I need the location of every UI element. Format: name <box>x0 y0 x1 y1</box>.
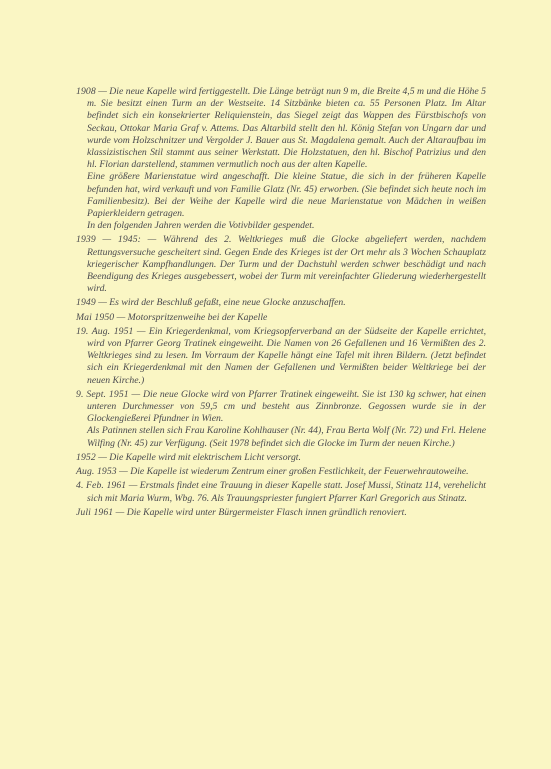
entry-date: 1949 <box>76 297 96 309</box>
entry-paragraph: Mai 1950 — Motorspritzenweihe bei der Kapelle <box>76 311 268 323</box>
chronicle-entry <box>76 312 486 324</box>
entry-text: Erstmals findet eine Trauung in dieser Kapelle statt. Josef Mussi, Stinatz 114, verehelicht sich mit Maria Wurm, Wbg. 76. Als Trauungspriester fungiert Pfarrer Karl Gregorich aus Stinatz. <box>87 480 486 504</box>
entry-date: 4. Feb. 1961 <box>76 480 127 492</box>
entry-paragraph <box>76 171 486 220</box>
chronicle-entry <box>76 466 486 478</box>
entry-text: Die Kapelle wird unter Bürgermeister Flasch innen gründlich renoviert. <box>126 506 407 518</box>
entry-text: Die Kapelle ist wiederum Zentrum einer großen Festlichkeit, der Feuerwehrautoweihe. <box>130 466 469 478</box>
chronicle-entry <box>76 507 486 519</box>
entry-paragraph: 9. Sept. 1951 — Die neue Glocke wird von Pfarrer Tratinek eingeweiht. Sie ist 130 kg schwer, hat einen unteren Durchmesser von 59,5 cm und besteht aus Zinnbronze. Gegossen wurde sie in der Glockengießerei Pfundner in Wien. <box>76 388 487 425</box>
chronicle-entry <box>76 452 486 464</box>
entry-text: Motorspritzenweihe bei der Kapelle <box>127 311 268 323</box>
entry-text: Es wird der Beschluß gefaßt, eine neue Glocke anzuschaffen. <box>109 297 346 309</box>
chronicle-entry <box>76 389 486 450</box>
entry-date: Juli 1961 <box>76 506 114 518</box>
entry-date: 9. Sept. 1951 <box>76 388 129 400</box>
entry-text: Als Patinnen stellen sich Frau Karoline Kohlhauser (Nr. 44), Frau Berta Wolf (Nr. 72) und Frl. Helene Wilfing (Nr. 45) zur Verfügung. (Seit 1978 befindet sich die Glocke im Turm der neuen Kirche.) <box>87 425 486 449</box>
entry-paragraph: 1908 — Die neue Kapelle wird fertiggestellt. Die Länge beträgt nun 9 m, die Breite 4,5 m und die Höhe 5 m. Sie besitzt einen Turm an der Westseite. 14 Sitzbänke bieten ca. 55 Personen Platz. Im Altar befindet sich ein konsekrierter Reliquienstein, das Siegel zeigt das Wappen des Fürstbischofs von Seckau, Ottokar Maria Graf v. Attems. Das Altarbild stellt den hl. König Stefan von Ungarn dar und wurde vom Holzschnitzer und Vergolder J. Bauer aus St. Magdalena gemalt. Auch der Altaraufbau im klassizistischen Stil stammt aus seiner Werkstatt. Die Holzstatuen, den hl. Bischof Patrizius und den hl. Florian darstellend, stammen vermutlich noch aus der alten Kapelle. <box>76 86 486 171</box>
entry-date: 1952 <box>76 451 96 463</box>
chronicle-entry <box>76 86 486 232</box>
chronicle-entry <box>76 480 486 504</box>
entry-date: Aug. 1953 <box>76 466 117 478</box>
entry-paragraph <box>76 425 486 449</box>
entry-paragraph: 4. Feb. 1961 — Erstmals findet eine Trauung in dieser Kapelle statt. Josef Mussi, Stinatz 114, verehelicht sich mit Maria Wurm, Wbg. 76. Als Trauungspriester fungiert Pfarrer Karl Gregorich aus Stinatz. <box>76 480 486 504</box>
entry-text: Während des 2. Weltkrieges muß die Glocke abgeliefert werden, nachdem Rettungsversuche gescheitert sind. Gegen Ende des Krieges ist der Ort mehr als 3 Wochen Schauplatz kriegerischer Kampfhandlungen. Der Turm und der Dachstuhl werden schwer beschädigt und nach Beendigung des Krieges ausgebessert, wobei der Turm mit vereinfachter Gliederung wiederhergestellt wird. <box>87 234 486 295</box>
entry-text: In den folgenden Jahren werden die Votivbilder gespendet. <box>87 220 315 232</box>
entry-text: Die neue Glocke wird von Pfarrer Tratinek eingeweiht. Sie ist 130 kg schwer, hat einen unteren Durchmesser von 59,5 cm und besteht aus Zinnbronze. Gegossen wurde sie in der Glockengießerei Pfundner in Wien. <box>87 388 487 425</box>
entry-text: Ein Kriegerdenkmal, vom Kriegsopferverband an der Südseite der Kapelle errichtet, wird von Pfarrer Georg Tratinek eingeweiht. Die Namen von 26 Gefallenen und 16 Vermißten des 2. Weltkrieges sind zu lesen. Im Vorraum der Kapelle hängt eine Tafel mit ihren Bildern. (Jetzt befindet sich ein Kriegerdenkmal mit den Namen der Gefallenen und Vermißten beider Weltkriege bei der neuen Kirche.) <box>87 325 486 386</box>
entry-paragraph: 1949 — Es wird der Beschluß gefaßt, eine neue Glocke anzuschaffen. <box>76 297 346 309</box>
chronicle-entry <box>76 234 486 295</box>
entry-date: Mai 1950 <box>76 311 115 323</box>
entry-text: Die Kapelle wird mit elektrischem Licht versorgt. <box>109 451 301 463</box>
entry-date: 1908 <box>76 86 96 97</box>
entry-text: Die neue Kapelle wird fertiggestellt. Die Länge beträgt nun 9 m, die Breite 4,5 m und die Höhe 5 m. Sie besitzt einen Turm an der Westseite. 14 Sitzbänke bieten ca. 55 Personen Platz. Im Altar befindet sich ein konsekrierter Reliquienstein, das Siegel zeigt das Wappen des Fürstbischofs von Seckau, Ottokar Maria Graf v. Attems. Das Altarbild stellt den hl. König Stefan von Ungarn dar und wurde vom Holzschnitzer und Vergolder J. Bauer aus St. Magdalena gemalt. Auch der Altaraufbau im klassizistischen Stil stammt aus seiner Werkstatt. Die Holzstatuen, den hl. Bischof Patrizius und den hl. Florian darstellend, stammen vermutlich noch aus der alten Kapelle. <box>87 86 486 171</box>
chronicle-text <box>76 86 486 521</box>
entry-text: Eine größere Marienstatue wird angeschafft. Die kleine Statue, die sich in der früheren Kapelle befunden hat, wird verkauft und von Familie Glatz (Nr. 45) erworben. (Sie befindet sich heute noch im Familienbesitz). Bei der Weihe der Kapelle wird die neue Marienstatue von Mädchen in weißen Papierkleidern getragen. <box>87 171 486 220</box>
entry-paragraph: 1952 — Die Kapelle wird mit elektrischem Licht versorgt. <box>76 451 301 463</box>
entry-paragraph: 1939 — 1945: — Während des 2. Weltkrieges muß die Glocke abgeliefert werden, nachdem Rettungsversuche gescheitert sind. Gegen Ende des Krieges ist der Ort mehr als 3 Wochen Schauplatz kriegerischer Kampfhandlungen. Der Turm und der Dachstuhl werden schwer beschädigt und nach Beendigung des Krieges ausgebessert, wobei der Turm mit vereinfachter Gliederung wiederhergestellt wird. <box>76 234 486 295</box>
entry-paragraph: 19. Aug. 1951 — Ein Kriegerdenkmal, vom Kriegsopferverband an der Südseite der Kapelle errichtet, wird von Pfarrer Georg Tratinek eingeweiht. Die Namen von 26 Gefallenen und 16 Vermißten des 2. Weltkrieges sind zu lesen. Im Vorraum der Kapelle hängt eine Tafel mit ihren Bildern. (Jetzt befindet sich ein Kriegerdenkmal mit den Namen der Gefallenen und Vermißten beider Weltkriege bei der neuen Kirche.) <box>76 325 486 386</box>
chronicle-entry <box>76 326 486 387</box>
entry-paragraph <box>76 220 486 232</box>
entry-paragraph: Juli 1961 — Die Kapelle wird unter Bürgermeister Flasch innen gründlich renoviert. <box>76 506 407 518</box>
entry-date: 1939 — 1945: <box>76 234 142 246</box>
entry-date: 19. Aug. 1951 <box>76 325 134 337</box>
chronicle-entry <box>76 297 486 309</box>
entry-paragraph: Aug. 1953 — Die Kapelle ist wiederum Zentrum einer großen Festlichkeit, der Feuerwehrautoweihe. <box>76 466 469 478</box>
